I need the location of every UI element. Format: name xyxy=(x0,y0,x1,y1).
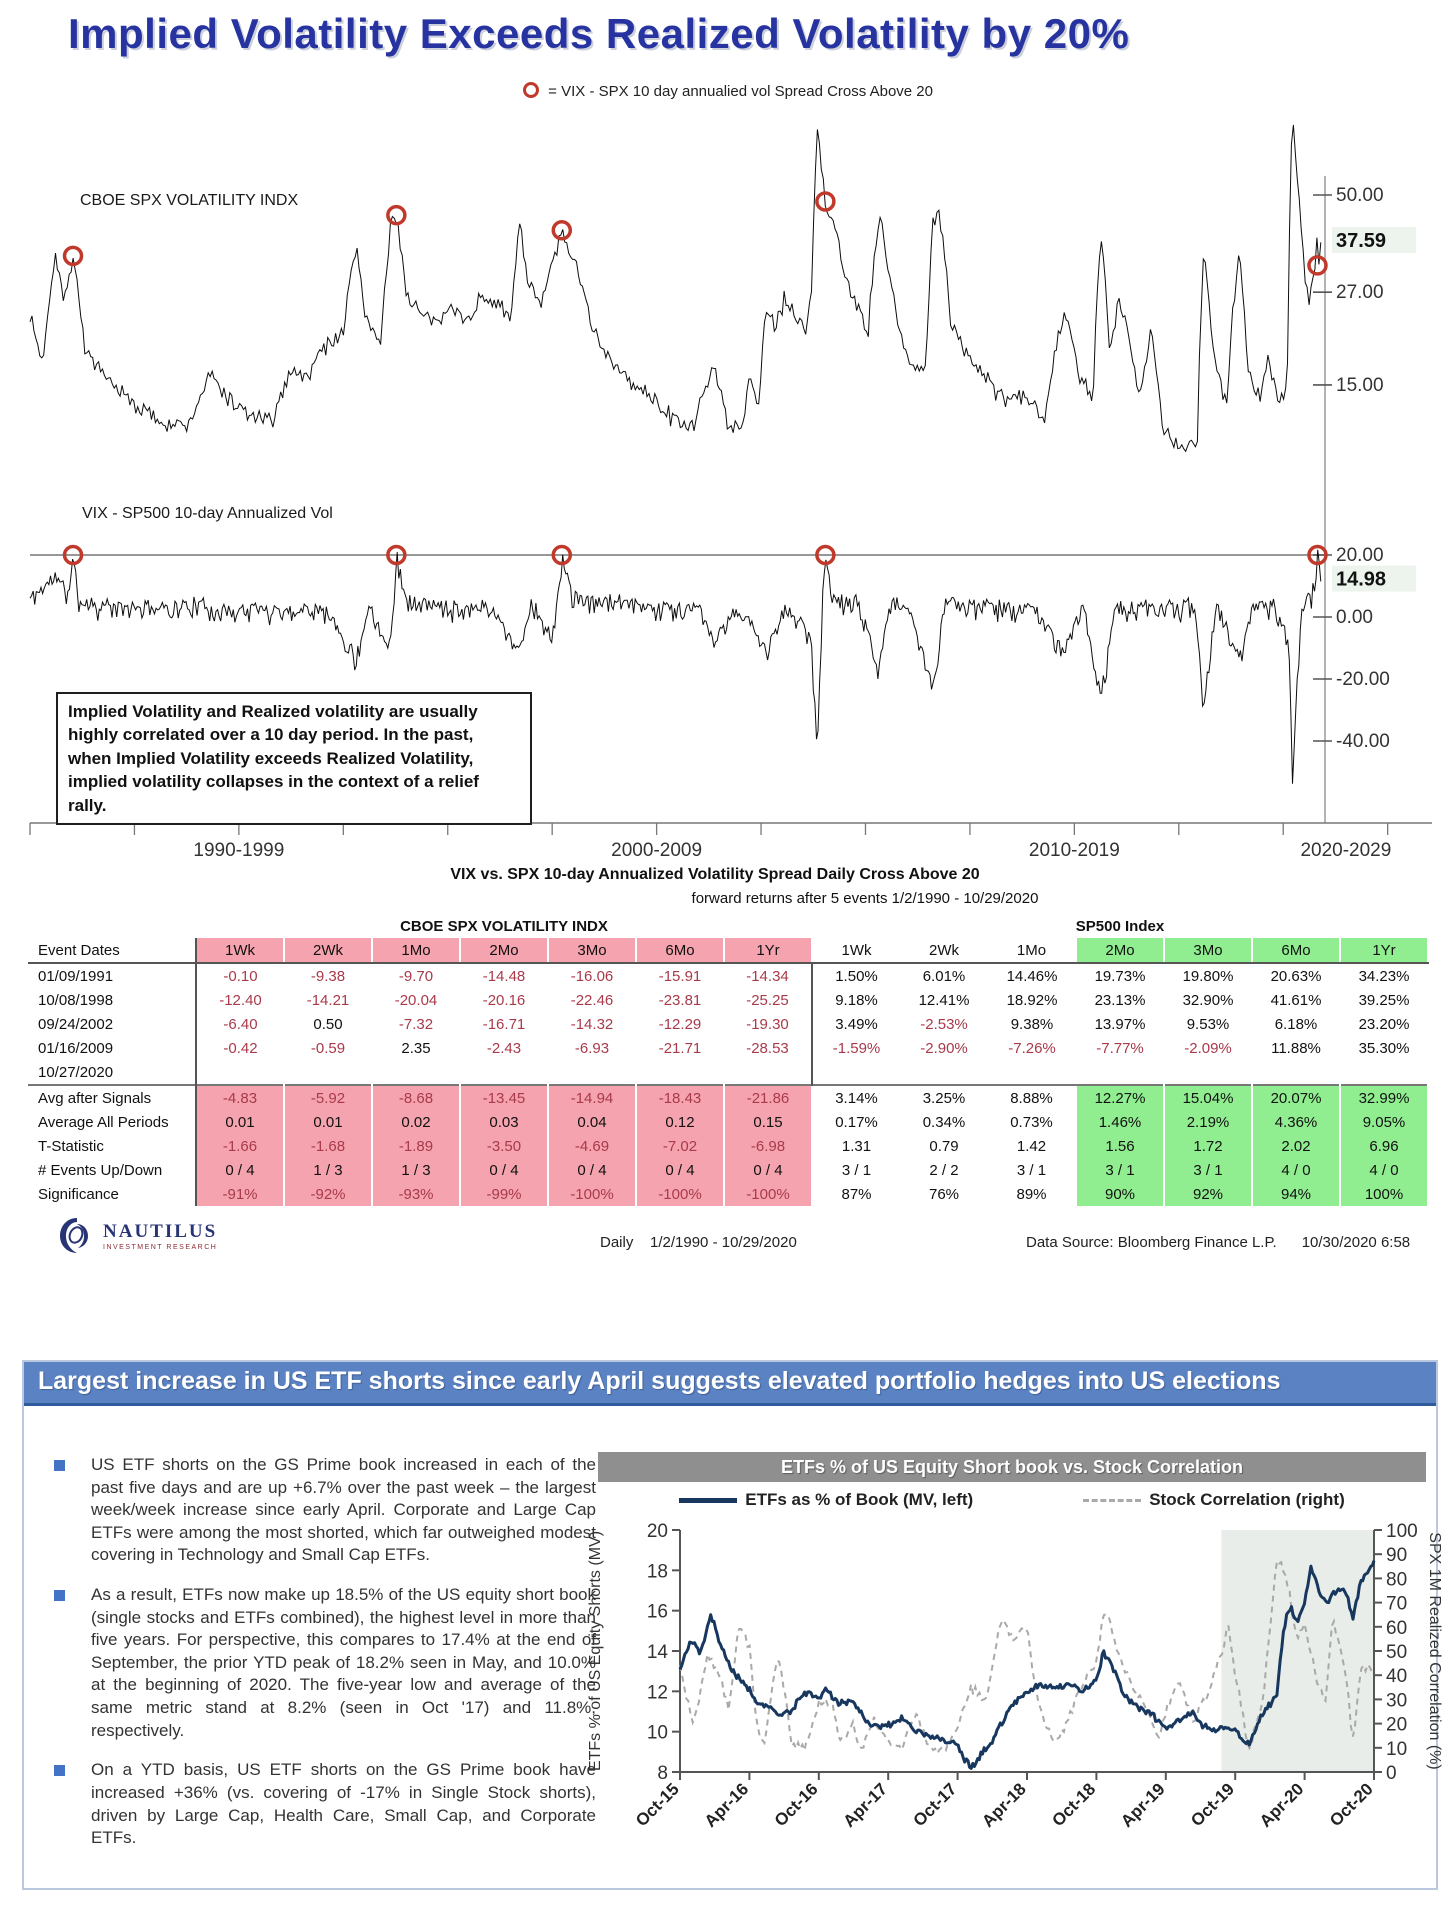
value-cell: 13.97% xyxy=(1094,1015,1146,1033)
summary-value-cell: 2.19% xyxy=(1164,1110,1252,1134)
value-cell xyxy=(1076,1060,1164,1085)
etf-shorts-panel xyxy=(22,1360,1443,1890)
value-cell: -20.04 xyxy=(394,991,438,1009)
vix-last-value: 37.59 xyxy=(1336,230,1387,253)
summary-value-cell: 3 / 1 xyxy=(812,1158,900,1182)
value-cell: -0.59 xyxy=(310,1039,346,1057)
spread-last-value: 14.98 xyxy=(1336,568,1387,591)
value-cell: -19.30 xyxy=(746,1015,789,1033)
column-header: 1Yr xyxy=(1340,938,1428,963)
value-cell: 1.50% xyxy=(812,963,900,988)
value-cell: 23.20% xyxy=(1358,1015,1410,1033)
value-cell: 12.41% xyxy=(918,991,970,1009)
value-cell: 9.38% xyxy=(1010,1015,1054,1033)
value-cell: -2.90% xyxy=(920,1039,968,1057)
summary-value-cell: 9.05% xyxy=(1340,1110,1428,1134)
column-header: 1Wk xyxy=(196,938,284,963)
summary-value-cell: 0 / 4 xyxy=(460,1158,548,1182)
summary-value-cell: 4.36% xyxy=(1252,1110,1340,1134)
logo-name: NAUTILUS xyxy=(103,1221,218,1242)
summary-value-cell: 0.02 xyxy=(372,1110,460,1134)
vix-tick-label: 27.00 xyxy=(1336,282,1384,304)
value-cell: -22.46 xyxy=(570,991,614,1009)
x-tick-label: Apr-18 xyxy=(978,1779,1030,1831)
summary-value-cell: 92% xyxy=(1164,1182,1252,1206)
summary-row xyxy=(28,1158,1428,1182)
summary-value-cell: 3 / 1 xyxy=(1016,1161,1047,1179)
value-cell: -12.40 xyxy=(196,988,284,1012)
table-row xyxy=(28,963,1428,988)
summary-value-cell: 15.04% xyxy=(1164,1085,1252,1110)
summary-label-cell: Avg after Signals xyxy=(28,1085,196,1110)
value-cell: -7.32 xyxy=(398,1015,434,1033)
summary-value-cell: 0.01 xyxy=(196,1110,284,1134)
column-header: 1Yr xyxy=(724,938,812,963)
summary-value-cell: 0.03 xyxy=(460,1110,548,1134)
summary-value-cell: -5.92 xyxy=(284,1085,372,1110)
summary-value-cell: 1.46% xyxy=(1076,1110,1164,1134)
value-cell: 3.49% xyxy=(812,1012,900,1036)
summary-value-cell: -3.50 xyxy=(460,1134,548,1158)
event-date-cell: 10/27/2020 xyxy=(38,1063,114,1081)
vix-tick-label: 50.00 xyxy=(1336,185,1384,206)
vix-event-marker xyxy=(1309,257,1326,274)
summary-value-cell: 1 / 3 xyxy=(284,1158,372,1182)
value-cell xyxy=(1252,1060,1340,1085)
summary-value-cell: 0 / 4 xyxy=(548,1158,636,1182)
right-tick-label: 0 xyxy=(1386,1763,1397,1784)
column-header: 3Mo xyxy=(548,938,636,963)
value-cell: 6.18% xyxy=(1274,1015,1318,1033)
summary-value-cell: -93% xyxy=(372,1182,460,1206)
column-header: 2Wk xyxy=(900,938,988,963)
value-cell: -0.42 xyxy=(196,1036,284,1060)
value-cell xyxy=(284,1060,372,1085)
value-cell: -28.53 xyxy=(746,1039,789,1057)
summary-value-cell: -91% xyxy=(196,1182,284,1206)
marker-legend-text: = VIX - SPX 10 day annualied vol Spread Cross Above 20 xyxy=(548,83,933,100)
x-tick-label: Oct-19 xyxy=(1187,1779,1239,1831)
x-tick-label: Apr-19 xyxy=(1117,1779,1169,1831)
value-cell xyxy=(196,1060,284,1085)
vix-event-marker xyxy=(553,222,570,239)
summary-value-cell: -1.89 xyxy=(372,1134,460,1158)
summary-value-cell: 90% xyxy=(1076,1182,1164,1206)
value-cell: -2.43 xyxy=(486,1039,522,1057)
right-axis-title: SPX 1M Realized Correlation (%) xyxy=(1426,1532,1443,1770)
value-cell: -2.53% xyxy=(920,1015,968,1033)
event-date-cell: 01/09/1991 xyxy=(38,967,114,985)
left-tick-label: 10 xyxy=(646,1722,668,1744)
value-cell xyxy=(1340,1060,1428,1085)
panel-header: Largest increase in US ETF shorts since early April suggests elevated portfolio hedges into US elections xyxy=(24,1362,1436,1406)
legend-item-correlation xyxy=(1083,1490,1345,1510)
decade-label: 2020-2029 xyxy=(1300,840,1392,861)
x-tick-label: Apr-16 xyxy=(700,1779,753,1831)
annotation-box: Implied Volatility and Realized volatility are usually highly correlated over a 10 day period. In the past, when Implied Volatility exceeds Realized Volatility, implied volatility collapses in the context of a relief rally. xyxy=(56,692,532,825)
table-row xyxy=(28,1036,1428,1060)
value-cell: -6.40 xyxy=(196,1012,284,1036)
summary-value-cell: 0.01 xyxy=(284,1110,372,1134)
left-tick-label: 16 xyxy=(646,1601,668,1623)
left-tick-label: 20 xyxy=(646,1521,668,1542)
page-title: Implied Volatility Exceeds Realized Volatility by 20% xyxy=(68,10,1130,57)
column-header: 2Wk xyxy=(284,938,372,963)
value-cell: 39.25% xyxy=(1358,991,1410,1009)
value-cell: -12.29 xyxy=(658,1015,702,1033)
etf-chart-legend xyxy=(598,1490,1426,1510)
summary-value-cell: -100% xyxy=(724,1182,812,1206)
spread-tick-label: -40.00 xyxy=(1336,731,1390,752)
summary-value-cell: 94% xyxy=(1252,1182,1340,1206)
square-bullet-icon xyxy=(54,1765,65,1776)
legend-label: Stock Correlation (right) xyxy=(1149,1490,1345,1509)
value-cell: 20.63% xyxy=(1270,967,1322,985)
x-tick-label: Oct-20 xyxy=(1325,1779,1377,1831)
bullet-item xyxy=(40,1759,596,1849)
footer-data-source: Data Source: Bloomberg Finance L.P. 10/30/2020 6:58 xyxy=(1026,1234,1411,1251)
summary-value-cell: -4.83 xyxy=(196,1085,284,1110)
right-tick-label: 90 xyxy=(1386,1545,1408,1567)
value-cell: 11.88% xyxy=(1271,1039,1321,1057)
value-cell xyxy=(460,1060,548,1085)
x-tick-label: Oct-17 xyxy=(909,1779,961,1831)
column-header: 2Mo xyxy=(460,938,548,963)
summary-value-cell: 1 / 3 xyxy=(372,1158,460,1182)
x-tick-label: Oct-18 xyxy=(1048,1779,1100,1831)
legend-item-etf xyxy=(679,1490,973,1510)
summary-value-cell: 4 / 0 xyxy=(1252,1158,1340,1182)
value-cell: -14.21 xyxy=(306,991,350,1009)
column-header: 1Mo xyxy=(372,938,460,963)
bullet-text: US ETF shorts on the GS Prime book increased in each of the past five days and are up +6.7% over the past week – the largest week/week increase since early April. Corporate and Large Cap ETFs were among the most shorted, which far outweighed modest covering in Technology and Small Cap ETFs. xyxy=(91,1455,596,1565)
column-header: Event Dates xyxy=(28,938,196,963)
value-cell: -16.71 xyxy=(482,1015,526,1033)
value-cell xyxy=(900,1060,988,1085)
value-cell: 19.80% xyxy=(1182,967,1234,985)
vix-series-label: CBOE SPX VOLATILITY INDX xyxy=(80,192,299,209)
corner-cell xyxy=(28,914,196,938)
table-row xyxy=(28,1012,1428,1036)
summary-label-cell: Average All Periods xyxy=(38,1113,169,1131)
summary-label-cell: Significance xyxy=(38,1185,119,1203)
right-tick-label: 70 xyxy=(1386,1593,1408,1615)
value-cell: -14.34 xyxy=(746,967,789,985)
summary-value-cell: 32.99% xyxy=(1340,1085,1428,1110)
summary-value-cell: 20.07% xyxy=(1252,1085,1340,1110)
decade-label: 1990-1999 xyxy=(193,840,285,861)
value-cell: -0.10 xyxy=(196,963,284,988)
value-cell: -16.06 xyxy=(570,967,614,985)
summary-value-cell: 8.88% xyxy=(988,1085,1076,1110)
value-cell: -15.91 xyxy=(658,967,702,985)
summary-value-cell: 3 / 1 xyxy=(1164,1158,1252,1182)
right-tick-label: 50 xyxy=(1386,1642,1408,1663)
square-bullet-icon xyxy=(54,1460,65,1471)
summary-value-cell: -8.68 xyxy=(372,1085,460,1110)
left-axis-title: ETFs % of US Equity Shorts (MV) xyxy=(587,1530,604,1772)
value-cell: 35.30% xyxy=(1358,1039,1410,1057)
summary-value-cell: -99% xyxy=(460,1182,548,1206)
summary-value-cell: 3.25% xyxy=(900,1085,988,1110)
value-cell: -23.81 xyxy=(658,991,702,1009)
summary-value-cell: 0.17% xyxy=(812,1110,900,1134)
summary-value-cell: 0 / 4 xyxy=(196,1158,284,1182)
table-row xyxy=(28,988,1428,1012)
value-cell: 6.01% xyxy=(922,967,966,985)
summary-value-cell: 100% xyxy=(1340,1182,1428,1206)
summary-value-cell: 1.42 xyxy=(1016,1137,1047,1155)
event-date-cell: 01/16/2009 xyxy=(38,1039,114,1057)
square-bullet-icon xyxy=(54,1590,65,1601)
bullet-item xyxy=(40,1454,596,1567)
summary-value-cell: 87% xyxy=(812,1182,900,1206)
value-cell xyxy=(812,1060,900,1085)
value-cell: 18.92% xyxy=(1006,991,1058,1009)
left-tick-label: 8 xyxy=(657,1763,668,1784)
dashed-line-icon xyxy=(1083,1499,1141,1502)
value-cell: -1.59% xyxy=(812,1036,900,1060)
summary-value-cell: -18.43 xyxy=(636,1085,724,1110)
group-header-left: CBOE SPX VOLATILITY INDX xyxy=(400,917,608,935)
summary-value-cell: 1.72 xyxy=(1164,1134,1252,1158)
value-cell: 0.50 xyxy=(313,1015,343,1033)
summary-value-cell: -100% xyxy=(636,1182,724,1206)
value-cell: -6.93 xyxy=(574,1039,610,1057)
right-tick-label: 80 xyxy=(1386,1569,1408,1591)
summary-value-cell: 1.56 xyxy=(1076,1134,1164,1158)
spread-series-label: VIX - SP500 10-day Annualized Vol xyxy=(82,505,333,522)
value-cell xyxy=(548,1060,636,1085)
value-cell: 9.53% xyxy=(1186,1015,1230,1033)
value-cell: -14.48 xyxy=(482,967,526,985)
nautilus-logo-text xyxy=(103,1221,217,1251)
value-cell: -9.70 xyxy=(398,967,434,985)
value-cell: -25.25 xyxy=(746,991,789,1009)
left-tick-label: 18 xyxy=(646,1561,668,1583)
value-cell: 9.18% xyxy=(812,988,900,1012)
value-cell: 19.73% xyxy=(1094,967,1146,985)
event-date-cell: 10/08/1998 xyxy=(38,991,114,1009)
summary-value-cell: -1.68 xyxy=(284,1134,372,1158)
value-cell: 23.13% xyxy=(1094,991,1146,1009)
returns-table xyxy=(28,914,1429,1206)
summary-value-cell: 0.15 xyxy=(724,1110,812,1134)
column-header: 1Wk xyxy=(812,938,900,963)
legend-label: ETFs as % of Book (MV, left) xyxy=(745,1490,974,1509)
value-cell: -2.09% xyxy=(1184,1039,1232,1057)
summary-row xyxy=(28,1134,1428,1158)
summary-value-cell: 0.12 xyxy=(636,1110,724,1134)
right-tick-label: 40 xyxy=(1386,1666,1408,1688)
summary-value-cell: 12.27% xyxy=(1076,1085,1164,1110)
logo-subtitle: INVESTMENT RESEARCH xyxy=(103,1244,218,1251)
summary-value-cell: 89% xyxy=(1016,1185,1047,1203)
value-cell: -9.38 xyxy=(310,967,346,985)
summary-label-cell: # Events Up/Down xyxy=(38,1161,163,1179)
value-cell xyxy=(988,1060,1076,1085)
summary-value-cell: -4.69 xyxy=(548,1134,636,1158)
column-header: 3Mo xyxy=(1164,938,1252,963)
right-tick-label: 20 xyxy=(1386,1714,1408,1736)
column-header: 6Mo xyxy=(1252,938,1340,963)
value-cell xyxy=(372,1060,460,1085)
vix-tick-label: 15.00 xyxy=(1336,374,1384,396)
column-header: 6Mo xyxy=(636,938,724,963)
value-cell: -21.71 xyxy=(658,1039,702,1057)
summary-value-cell: -21.86 xyxy=(724,1085,812,1110)
decade-label: 2010-2019 xyxy=(1028,840,1120,861)
shaded-region xyxy=(1221,1530,1374,1772)
summary-value-cell: 2.02 xyxy=(1252,1134,1340,1158)
value-cell: -20.16 xyxy=(482,991,526,1009)
value-cell: -7.77% xyxy=(1096,1039,1144,1057)
x-tick-label: Oct-15 xyxy=(631,1779,683,1831)
decade-label: 2000-2009 xyxy=(611,840,703,861)
left-tick-label: 14 xyxy=(646,1642,668,1663)
summary-value-cell: 0.73% xyxy=(1010,1113,1053,1131)
value-cell: -14.32 xyxy=(570,1015,614,1033)
summary-value-cell: 6.96 xyxy=(1340,1134,1428,1158)
summary-value-cell: 0 / 4 xyxy=(724,1158,812,1182)
spread-tick-label: 0.00 xyxy=(1336,607,1373,628)
footer-frequency-range: Daily 1/2/1990 - 10/29/2020 xyxy=(600,1234,797,1251)
summary-value-cell: -1.66 xyxy=(196,1134,284,1158)
spread-tick-label: 20.00 xyxy=(1336,545,1384,566)
group-header-right: SP500 Index xyxy=(1075,917,1165,935)
summary-value-cell: -13.45 xyxy=(460,1085,548,1110)
summary-value-cell: 0 / 4 xyxy=(636,1158,724,1182)
event-date-cell: 09/24/2002 xyxy=(38,1015,114,1033)
summary-label-cell: T-Statistic xyxy=(38,1137,104,1155)
summary-value-cell: 3 / 1 xyxy=(1076,1158,1164,1182)
value-cell: -7.26% xyxy=(1008,1039,1056,1057)
summary-row xyxy=(28,1110,1428,1134)
summary-value-cell: -7.02 xyxy=(636,1134,724,1158)
spread-tick-label: -20.00 xyxy=(1336,669,1390,690)
right-tick-label: 100 xyxy=(1386,1521,1418,1542)
value-cell: 14.46% xyxy=(1006,967,1058,985)
bullet-text: As a result, ETFs now make up 18.5% of the US equity short book (single stocks and ETFs combined), the highest level in more than five years. For perspective, this compares to 17.4% at the end of September, the prior YTD peak of 18.2% seen in May, and 10.0% at the beginning of 2020. The five-year low and average of the same metric stand at 8.2% (seen in Oct '17) and 11.8%, respectively. xyxy=(91,1585,596,1740)
x-tick-label: Oct-16 xyxy=(770,1779,822,1831)
summary-value-cell: 0.79 xyxy=(929,1137,959,1155)
bullet-item xyxy=(40,1584,596,1742)
table-title: VIX vs. SPX 10-day Annualized Volatility Spread Daily Cross Above 20 xyxy=(450,866,980,883)
etf-chart-title: ETFs % of US Equity Short book vs. Stock Correlation xyxy=(598,1452,1426,1482)
value-cell xyxy=(724,1060,812,1085)
summary-row xyxy=(28,1182,1428,1206)
etf-chart-svg xyxy=(584,1520,1444,1882)
value-cell xyxy=(636,1060,724,1085)
summary-value-cell: -92% xyxy=(284,1182,372,1206)
solid-line-icon xyxy=(679,1498,737,1503)
summary-value-cell: 4 / 0 xyxy=(1340,1158,1428,1182)
value-cell xyxy=(1164,1060,1252,1085)
value-cell: 41.61% xyxy=(1270,991,1322,1009)
summary-value-cell: 76% xyxy=(928,1185,960,1203)
vix-event-marker xyxy=(388,207,405,224)
vix-line xyxy=(30,125,1321,451)
nautilus-logo-icon xyxy=(55,1214,99,1258)
left-tick-label: 12 xyxy=(646,1682,668,1704)
summary-value-cell: -6.98 xyxy=(724,1134,812,1158)
value-cell: 34.23% xyxy=(1358,967,1410,985)
summary-value-cell: 3.14% xyxy=(812,1085,900,1110)
bullet-text: On a YTD basis, US ETF shorts on the GS Prime book have increased +36% (vs. covering of -17% in Single Stock shorts), driven by Large Cap, Health Care, Small Cap, and Corporate ETFs. xyxy=(91,1760,596,1848)
value-cell: 2.35 xyxy=(401,1039,431,1057)
summary-value-cell: 0.34% xyxy=(922,1113,966,1131)
table-subtitle: forward returns after 5 events 1/2/1990 - 10/29/2020 xyxy=(691,890,1039,907)
x-tick-label: Apr-17 xyxy=(839,1779,892,1831)
right-tick-label: 60 xyxy=(1386,1617,1408,1639)
column-header: 2Mo xyxy=(1076,938,1164,963)
x-tick-label: Apr-20 xyxy=(1255,1779,1308,1831)
table-row xyxy=(28,1060,1428,1085)
nautilus-logo xyxy=(55,1214,217,1258)
summary-value-cell: -100% xyxy=(548,1182,636,1206)
summary-value-cell: 0.04 xyxy=(548,1110,636,1134)
summary-row xyxy=(28,1085,1428,1110)
bullet-list xyxy=(40,1454,596,1850)
right-tick-label: 10 xyxy=(1386,1738,1408,1760)
value-cell: 32.90% xyxy=(1182,991,1234,1009)
column-header: 1Mo xyxy=(988,938,1076,963)
summary-value-cell: 2 / 2 xyxy=(929,1161,959,1179)
summary-value-cell: -14.94 xyxy=(548,1085,636,1110)
right-tick-label: 30 xyxy=(1386,1690,1408,1712)
summary-value-cell: 1.31 xyxy=(812,1134,900,1158)
